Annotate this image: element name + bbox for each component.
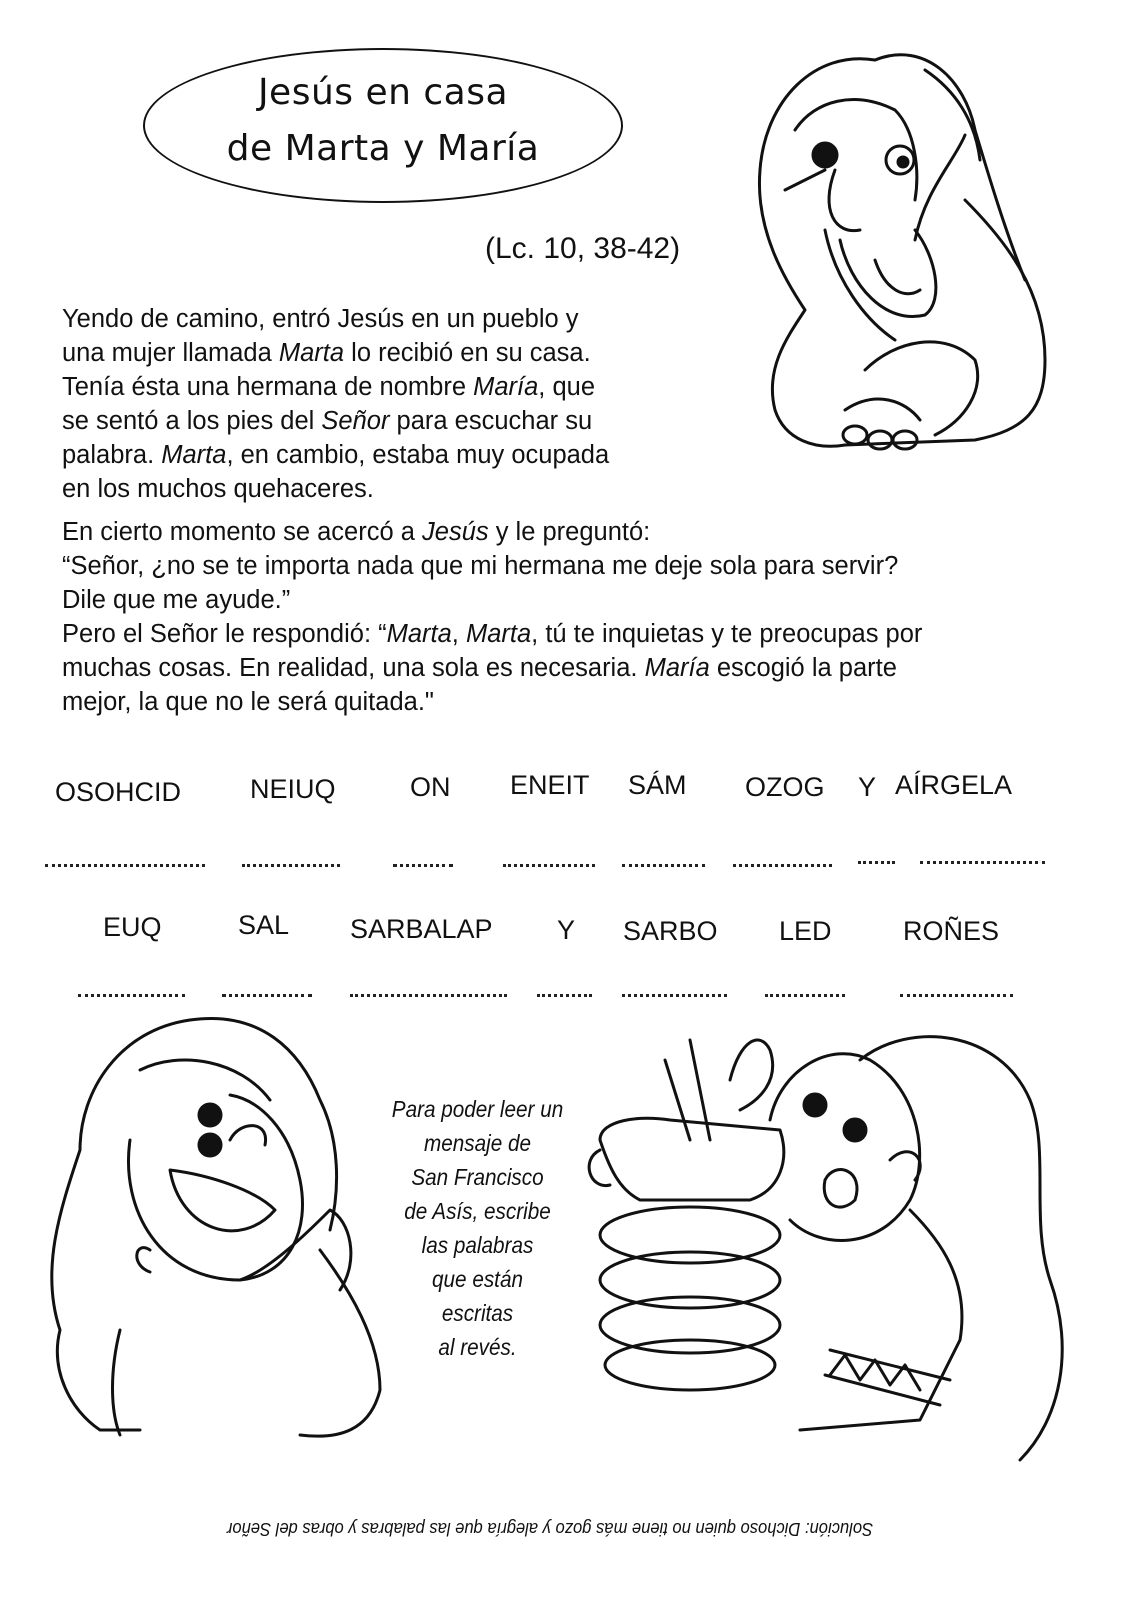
answer-blank[interactable] bbox=[242, 858, 340, 867]
story-text: Tenía ésta una hermana de nombre bbox=[62, 373, 474, 401]
puzzle-word: ON bbox=[410, 772, 451, 802]
instructions-line: que están bbox=[432, 1266, 523, 1292]
story-text: palabra. bbox=[62, 441, 162, 469]
answer-blank[interactable] bbox=[78, 988, 185, 997]
story-line bbox=[62, 515, 922, 549]
answer-blank[interactable] bbox=[393, 858, 453, 867]
story-line bbox=[62, 302, 609, 336]
answer-blank[interactable] bbox=[45, 858, 205, 867]
story-text: para escuchar su bbox=[389, 407, 593, 435]
story-line bbox=[62, 583, 922, 617]
story-line bbox=[62, 549, 922, 583]
puzzle-word: Y bbox=[557, 915, 576, 945]
story-line bbox=[62, 438, 609, 472]
story-line bbox=[62, 370, 609, 404]
instructions-line: mensaje de bbox=[423, 1130, 532, 1156]
story-text: en los muchos quehaceres. bbox=[62, 475, 374, 503]
emphasized-name: Señor bbox=[321, 407, 390, 435]
puzzle-word: LED bbox=[779, 916, 832, 946]
instructions-line: Para poder leer un bbox=[391, 1096, 564, 1122]
story-line bbox=[62, 472, 609, 506]
story-line bbox=[62, 404, 609, 438]
instructions-line: de Asís, escribe bbox=[404, 1198, 551, 1224]
story-text: mejor, la que no le será quitada." bbox=[62, 688, 434, 716]
puzzle-word: NEIUQ bbox=[250, 774, 336, 804]
emphasized-name: María bbox=[644, 654, 710, 682]
puzzle-word: SAL bbox=[238, 910, 290, 940]
story-text: Pero el Señor le respondió: “ bbox=[62, 620, 387, 648]
story-paragraph-2 bbox=[62, 515, 922, 719]
answer-blank[interactable] bbox=[858, 855, 895, 864]
puzzle-word: SARBALAP bbox=[350, 914, 493, 944]
answer-blank[interactable] bbox=[920, 855, 1045, 864]
puzzle-word: AÍRGELA bbox=[895, 770, 1013, 800]
marta-illustration bbox=[580, 1020, 1080, 1480]
title-line-2: de Marta y María bbox=[226, 128, 540, 169]
answer-blank[interactable] bbox=[222, 988, 312, 997]
instructions bbox=[372, 1092, 584, 1364]
story-text: se sentó a los pies del bbox=[62, 407, 322, 435]
story-text: En cierto momento se acercó a bbox=[62, 518, 423, 546]
story-text: Dile que me ayude.” bbox=[62, 586, 291, 614]
puzzle-word: EUQ bbox=[103, 912, 162, 942]
answer-blank[interactable] bbox=[350, 988, 507, 997]
instructions-line: escritas bbox=[441, 1300, 514, 1326]
story-text: Yendo de camino, entró Jesús en un pueblo y bbox=[62, 305, 579, 333]
story-text: lo recibió en su casa. bbox=[344, 339, 591, 367]
emphasized-name: Jesús bbox=[422, 518, 489, 546]
puzzle-word: OSOHCID bbox=[55, 777, 182, 807]
story-text: escogió la parte bbox=[709, 654, 897, 682]
story-line bbox=[62, 336, 609, 370]
bible-reference: (Lc. 10, 38-42) bbox=[485, 232, 681, 265]
answer-blank[interactable] bbox=[503, 858, 595, 867]
story-line bbox=[62, 685, 922, 719]
jesus-illustration bbox=[725, 40, 1060, 460]
answer-blank[interactable] bbox=[622, 858, 705, 867]
emphasized-name: María bbox=[473, 373, 539, 401]
title-line-1: Jesús en casa bbox=[257, 72, 509, 113]
instructions-line: las palabras bbox=[421, 1232, 534, 1258]
instructions-line: al revés. bbox=[438, 1334, 517, 1360]
answer-blank[interactable] bbox=[900, 988, 1013, 997]
puzzle-word: ROÑES bbox=[903, 916, 1000, 946]
answer-blank[interactable] bbox=[765, 988, 845, 997]
puzzle-word: SÁM bbox=[628, 770, 687, 800]
story-text: y le preguntó: bbox=[488, 518, 651, 546]
answer-blank[interactable] bbox=[622, 988, 727, 997]
maria-illustration bbox=[40, 1010, 400, 1440]
story-text: , en cambio, estaba muy ocupada bbox=[226, 441, 610, 469]
story-text: una mujer llamada bbox=[62, 339, 279, 367]
story-text: , tú te inquietas y te preocupas por bbox=[531, 620, 923, 648]
emphasized-name: Marta bbox=[386, 620, 452, 648]
emphasized-name: Marta bbox=[278, 339, 345, 367]
upside-down-solution: Solución: Dichoso quien no tiene más gozo y alegría que las palabras y obras del Señor bbox=[226, 1519, 874, 1539]
instructions-line: San Francisco bbox=[411, 1164, 544, 1190]
story-line bbox=[62, 617, 922, 651]
puzzle-word: Y bbox=[858, 772, 877, 802]
story-text: , bbox=[451, 620, 466, 648]
answer-blank[interactable] bbox=[733, 858, 832, 867]
puzzle-word: OZOG bbox=[745, 772, 825, 802]
answer-blank[interactable] bbox=[537, 988, 592, 997]
emphasized-name: Marta bbox=[465, 620, 532, 648]
puzzle-word: SARBO bbox=[623, 916, 718, 946]
story-text: , que bbox=[538, 373, 596, 401]
story-text: “Señor, ¿no se te importa nada que mi hermana me deje sola para servir? bbox=[62, 552, 899, 580]
story-text: muchas cosas. En realidad, una sola es necesaria. bbox=[62, 654, 645, 682]
emphasized-name: Marta bbox=[161, 441, 227, 469]
story-paragraph-1 bbox=[62, 302, 609, 506]
story-line bbox=[62, 651, 922, 685]
puzzle-word: ENEIT bbox=[510, 770, 590, 800]
